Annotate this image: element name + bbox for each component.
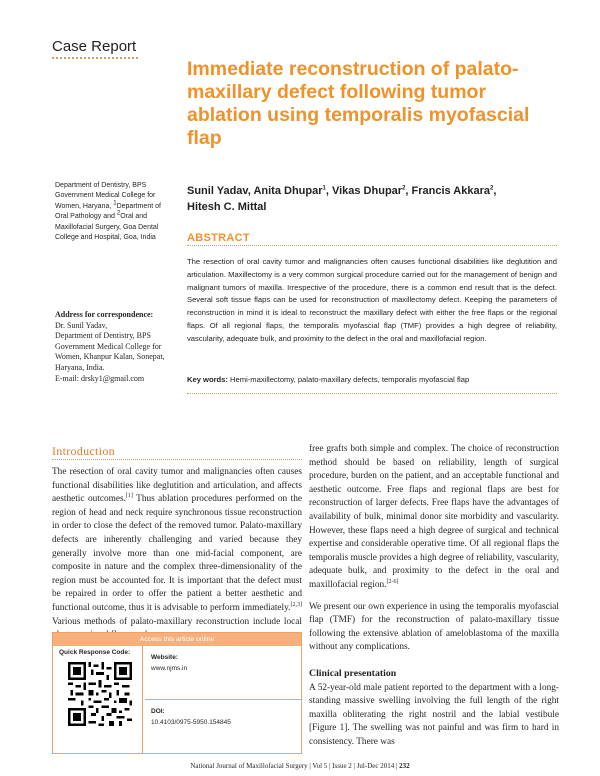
abstract-rule <box>187 245 557 246</box>
intro-p1-b: Thus ablation procedures performed on the region of head and neck require synchronous tissue reconstruction in order to close the defect of the removed tumor. Palato-maxillary defects are inherently challenging and varied because they generally involve more than one mid-facial component, are composite in nature and the complex three-dimensionality of the region must be accounted for. It is important that the defect must be repaired in order to offer the patient a better aesthetic and functional outcome, thus it is advisable to perform immediately. <box>52 494 302 613</box>
left-column <box>52 466 302 643</box>
affiliation-part-3: Oral and Maxillofacial Surgery, Goa Dental College and Hospital, Goa, India <box>55 213 159 242</box>
author-5: Hitesh C. Mittal <box>187 201 267 213</box>
doi-label: DOI: <box>151 708 165 715</box>
page-number: 232 <box>399 762 410 770</box>
intro-p1-a: The resection of oral cavity tumor and malignancies often causes functional disabilities like deglutition and articulation, and affects aesthetic outcomes. <box>52 467 302 505</box>
correspondence-line: Haryana, India. <box>55 362 105 372</box>
author-2: Anita Dhupar <box>253 185 323 197</box>
correspondence-line: Government Medical College for <box>55 341 162 351</box>
keywords <box>187 375 557 384</box>
intro-paragraph-1 <box>52 466 302 643</box>
website-row <box>145 646 301 699</box>
website-label: Website: <box>151 654 178 661</box>
access-box-header: Access this article online <box>53 633 301 646</box>
qr-label: Quick Response Code: <box>59 649 131 656</box>
correspondence-line: Dr. Sunil Yadav, <box>55 320 108 330</box>
website-link[interactable]: www.njms.in <box>151 665 188 672</box>
correspondence-email: E-mail: drsky1@gmail.com <box>55 373 145 383</box>
intro-p1-c: Various methods of palato-maxillary reconstruction include local <box>52 616 302 627</box>
clinical-heading: Clinical presentation <box>309 667 397 679</box>
affiliation-sup-2: 2 <box>116 210 121 217</box>
keywords-rule <box>187 393 557 394</box>
page-footer <box>0 762 600 770</box>
correspondence-line: Department of Dentistry, BPS <box>55 331 151 341</box>
correspondence-heading: Address for correspondence: <box>55 310 154 319</box>
introduction-heading: Introduction <box>52 444 115 458</box>
author-4: , Francis Akkara <box>405 185 490 197</box>
affiliation <box>55 181 173 243</box>
author-3-sup: 2 <box>402 185 406 192</box>
right-column <box>309 443 559 749</box>
abstract-heading: ABSTRACT <box>187 232 250 244</box>
citation: [2,3] <box>290 601 302 608</box>
citation: [1] <box>125 493 133 500</box>
qr-code[interactable] <box>68 662 132 726</box>
correspondence-line: Women, Khanpur Kalan, Sonepat, <box>55 352 165 362</box>
clinical-paragraph: A 52-year-old male patient reported to the department with a long-standing massive swelling involving the full length of the right maxilla obliterating the right nostril and the labial vestibule [Figure 1]. The swelling was not painful and was firm to hard in consistency. There was <box>309 682 559 747</box>
author-2-sup: 1 <box>322 185 326 192</box>
citation: [2-6] <box>386 578 399 585</box>
author-list <box>187 183 557 215</box>
footer-journal: National Journal of Maxillofacial Surgery | Vol 5 | Issue 2 | Jul-Dec 2014 | <box>190 762 400 770</box>
author-1: Sunil Yadav, <box>187 185 254 197</box>
section-label-rule <box>52 57 138 59</box>
access-info <box>145 646 301 753</box>
doi-value[interactable]: 10.4103/0975-5950.154845 <box>151 719 231 726</box>
author-4-sup: 2 <box>490 185 494 192</box>
introduction-rule <box>52 459 302 460</box>
affiliation-part-2: Department of Oral Pathology and <box>55 202 161 221</box>
section-label: Case Report <box>52 38 137 55</box>
author-comma: , <box>493 185 497 197</box>
doi-row <box>145 699 301 752</box>
author-3: , Vikas Dhupar <box>325 185 403 197</box>
intro-paragraph-2: We present our own experience in using the temporalis myofascial flap (TMF) for the reconstruction of palato-maxillary tissue following the extensive ablation of ameloblastoma of the maxilla without any complications. <box>309 601 559 653</box>
abstract-text: The resection of oral cavity tumor and malignancies often causes functional disabilities like deglutition and articulation. Maxillectomy is a very common surgical procedure carried out for the management of benign and malignant tumors of maxilla. Irrespective of the procedure, there is a common end result that is the defect. Several soft tissue flaps can be used for reconstruction of maxillectomy defect. Keeping the parameters of reconstruction in mind it is ideal to reconstruct the maxillary defect with either the free flaps or the regional flaps. Of all regional flaps, the temporalis myofascial flap (TMF) provides a high degree of reliability, vascularity, adequate bulk, and proximity to the defect in the oral and maxillofacial region. <box>187 257 557 343</box>
keywords-label: Key words: <box>187 375 228 384</box>
access-article-box <box>52 632 302 754</box>
keywords-list: Hemi-maxillectomy, palato-maxillary defects, temporalis myofascial flap <box>227 375 470 384</box>
correspondence-block <box>55 310 173 384</box>
affiliation-sup-1: 1 <box>113 200 117 207</box>
article-title: Immediate reconstruction of palato-maxillary defect following tumor ablation using temporalis myofascial flap <box>187 58 530 149</box>
qr-section <box>53 646 143 753</box>
intro-r1: free grafts both simple and complex. The choice of reconstruction method should be based on reliability, length of surgical procedure, burden on the patient, and an acceptable functional and aesthetic outcome. Free flaps and regional flaps are best for reconstruction of larger defects. Free flaps have the advantages of availability of bulk, minimal donor site morbidity and vascularity. However, these flaps need a high degree of surgical and technical expertise and considerable operative time. Of all regional flaps the temporalis muscle provides a high degree of reliability, vascularity, adequate bulk, and proximity to the defect in the oral and maxillofacial region. <box>309 444 559 590</box>
intro-paragraph-1-cont <box>309 443 559 593</box>
affiliation-part-1: Department of Dentistry, BPS Government Medical College for Women, Haryana, <box>55 182 156 210</box>
